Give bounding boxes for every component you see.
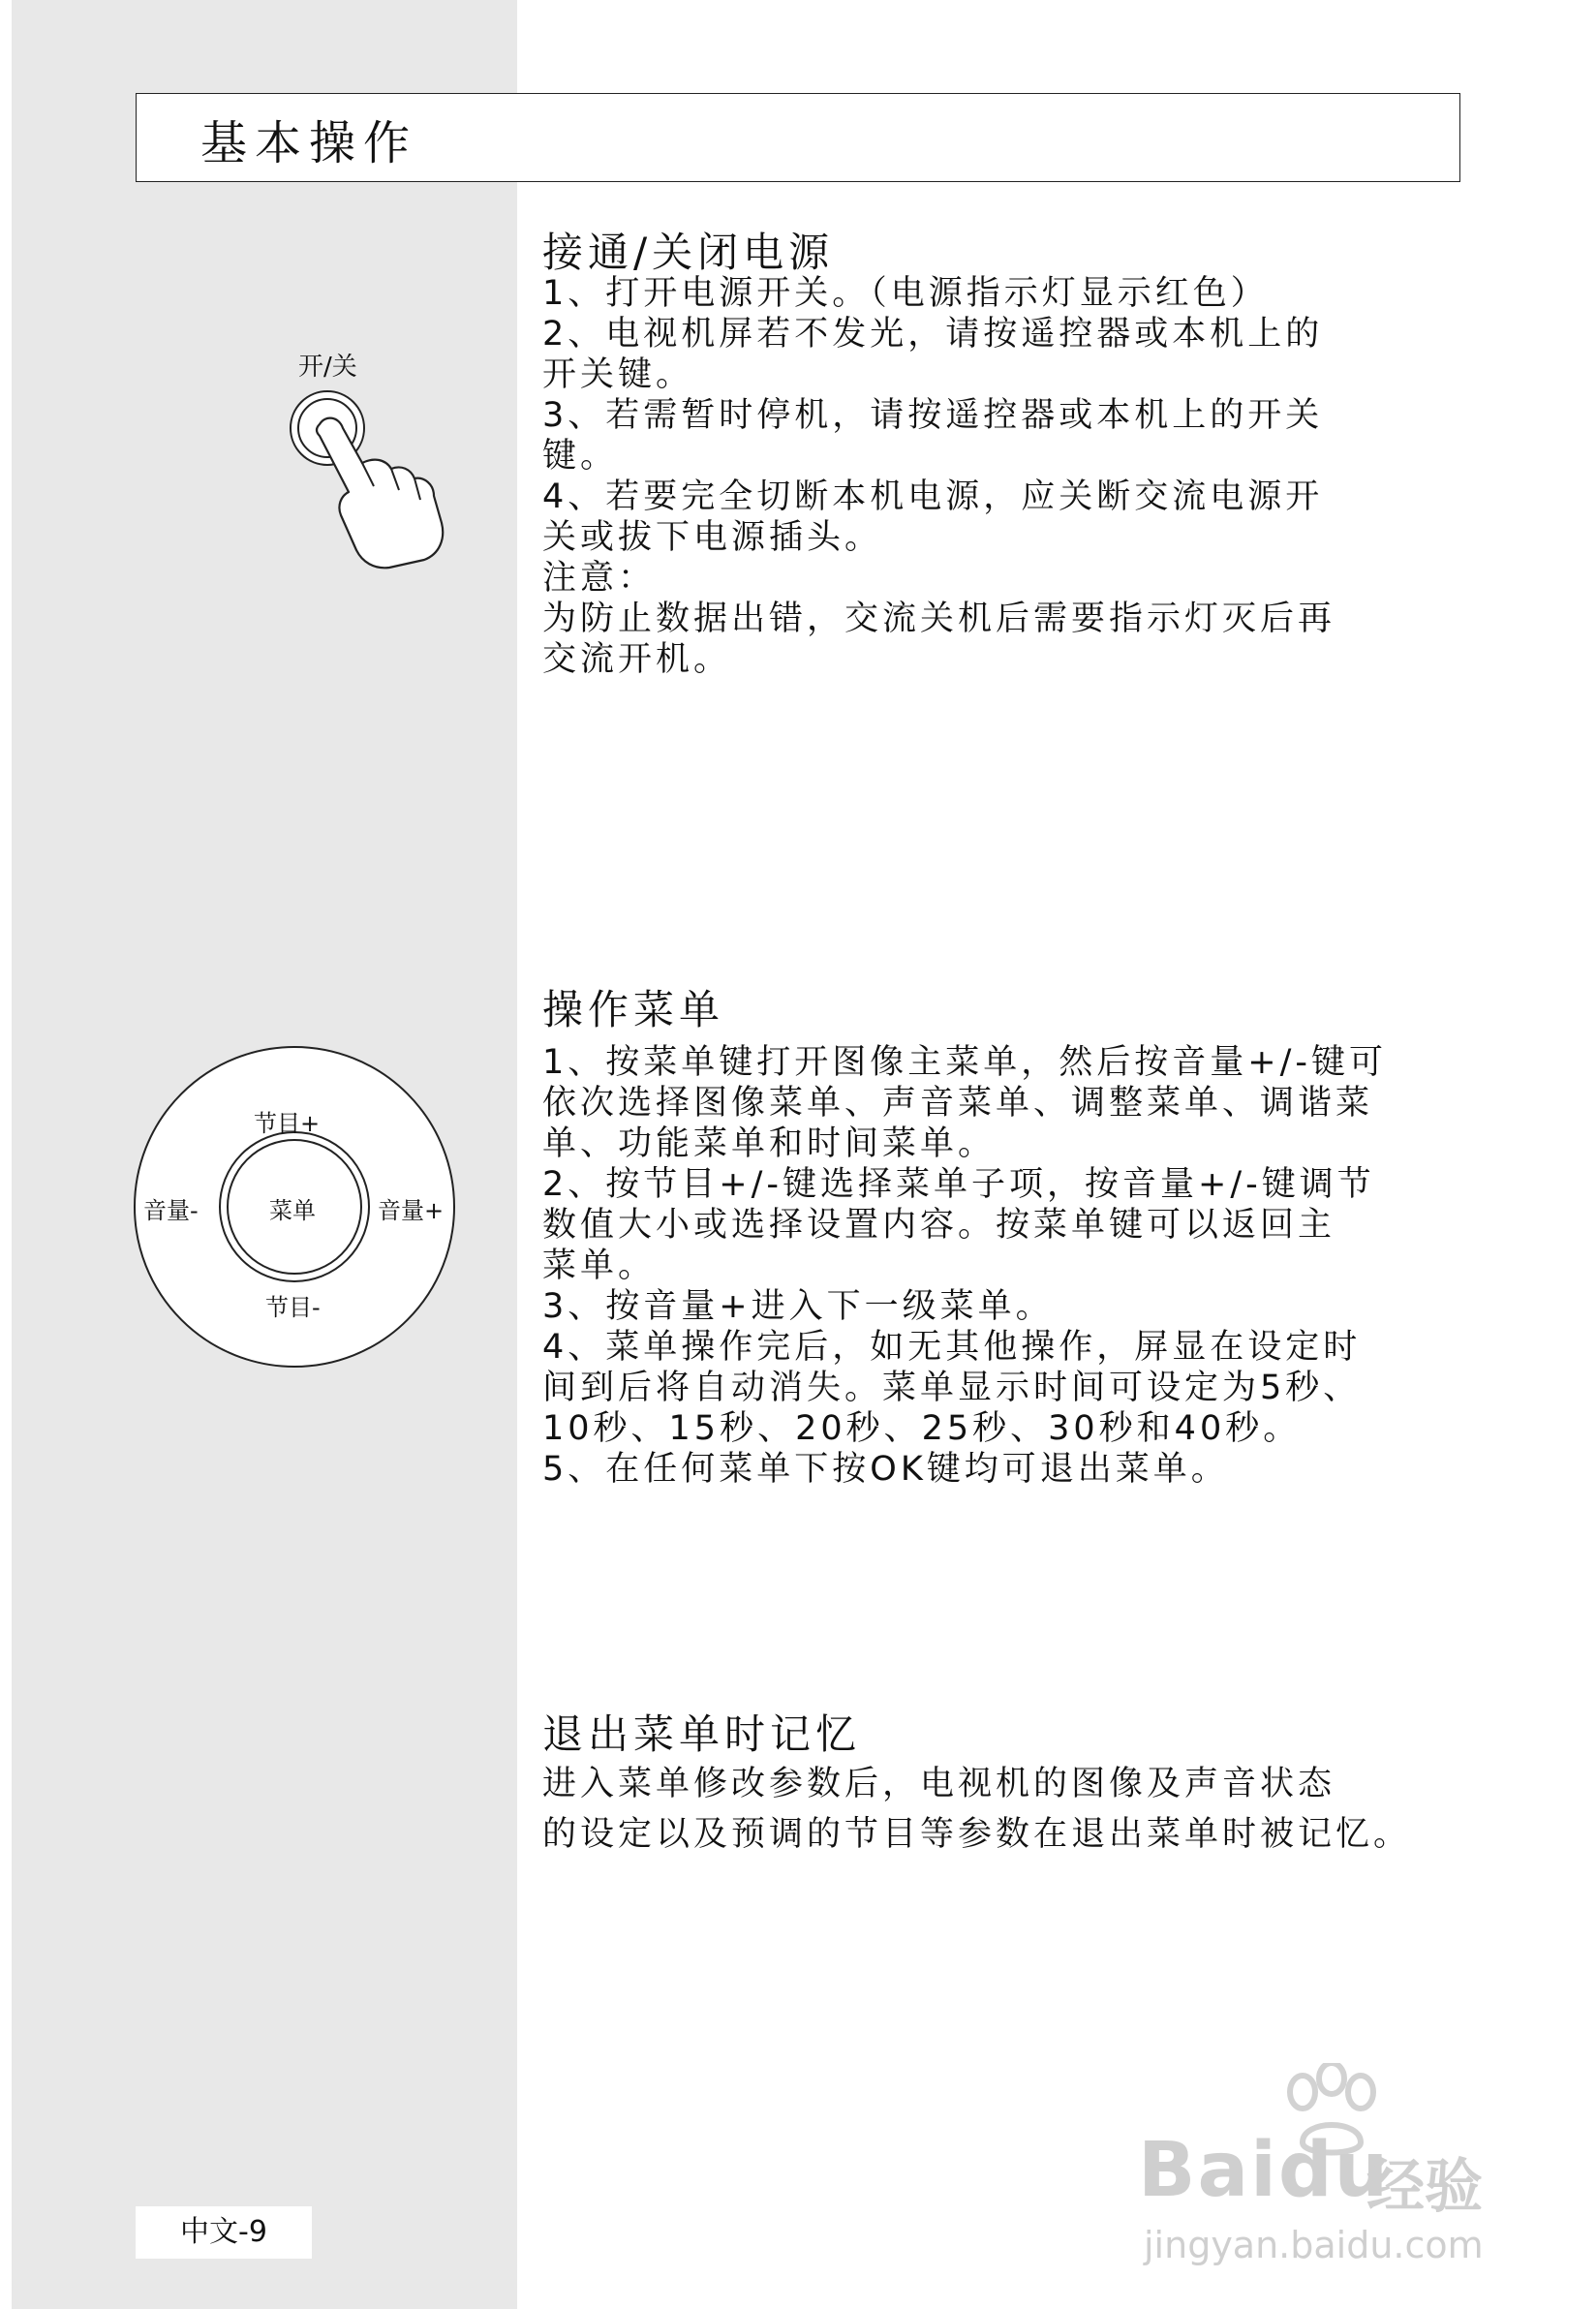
page-title: 基本操作	[200, 116, 418, 170]
memory-line: 进入菜单修改参数后，电视机的图像及声音状态	[542, 1765, 1336, 1803]
power-line: 注意：	[542, 559, 657, 598]
dial-volume-down-label: 音量-	[143, 1197, 199, 1224]
power-line: 开关键。	[542, 355, 694, 394]
menu-line: 菜单。	[542, 1247, 657, 1285]
power-button-label: 开/关	[298, 353, 357, 382]
power-section-heading: 接通/关闭电源	[542, 229, 835, 276]
menu-line: 10秒、15秒、20秒、25秒、30秒和40秒。	[542, 1409, 1302, 1448]
watermark-url: jingyan.baidu.com	[1144, 2224, 1484, 2266]
power-line: 关或拔下电源插头。	[542, 518, 883, 557]
menu-section-body	[542, 1042, 1491, 1490]
memory-section-body	[542, 1759, 1491, 1860]
power-section-body	[542, 273, 1491, 680]
power-line: 2、电视机屏若不发光，请按遥控器或本机上的	[542, 315, 1324, 354]
power-line: 键。	[542, 437, 619, 476]
page-number: 中文-9	[136, 2206, 312, 2259]
power-line: 为防止数据出错，交流关机后需要指示灯灭后再	[542, 600, 1336, 638]
power-line: 3、若需暂时停机，请按遥控器或本机上的开关	[542, 396, 1324, 435]
hand-pressing-icon	[281, 339, 475, 571]
dial-channel-down-label: 节目-	[265, 1294, 321, 1321]
menu-line: 依次选择图像菜单、声音菜单、调整菜单、调谐菜	[542, 1084, 1374, 1123]
menu-line: 数值大小或选择设置内容。按菜单键可以返回主	[542, 1206, 1336, 1245]
menu-line: 1、按菜单键打开图像主菜单，然后按音量+/-键可	[542, 1043, 1388, 1082]
menu-section-heading: 操作菜单	[542, 986, 725, 1033]
memory-line: 的设定以及预调的节目等参数在退出菜单时被记忆。	[542, 1815, 1412, 1854]
menu-line: 5、在任何菜单下按OK键均可退出菜单。	[542, 1450, 1229, 1489]
menu-line: 单、功能菜单和时间菜单。	[542, 1124, 997, 1163]
baidu-jingyan-watermark	[1138, 2063, 1525, 2266]
menu-line: 3、按音量+进入下一级菜单。	[542, 1287, 1054, 1326]
power-line: 4、若要完全切断本机电源，应关断交流电源开	[542, 477, 1324, 516]
power-button-illustration	[281, 339, 475, 571]
menu-line: 间到后将自动消失。菜单显示时间可设定为5秒、	[542, 1369, 1362, 1407]
dial-channel-up-label: 节目+	[254, 1110, 321, 1137]
dial-volume-up-label: 音量+	[378, 1197, 445, 1224]
watermark-brand-suffix: 经验	[1366, 2153, 1483, 2221]
remote-dial-diagram	[134, 1046, 455, 1368]
title-box	[136, 93, 1460, 182]
menu-line: 2、按节目+/-键选择菜单子项，按音量+/-键调节	[542, 1165, 1375, 1204]
memory-section-heading: 退出菜单时记忆	[542, 1710, 862, 1758]
watermark-brand: Baidu	[1138, 2127, 1391, 2214]
dial-menu-label: 菜单	[269, 1197, 316, 1224]
power-line: 1、打开电源开关。（电源指示灯显示红色）	[542, 274, 1269, 313]
power-line: 交流开机。	[542, 640, 732, 679]
menu-line: 4、菜单操作完后，如无其他操作，屏显在设定时	[542, 1328, 1362, 1367]
